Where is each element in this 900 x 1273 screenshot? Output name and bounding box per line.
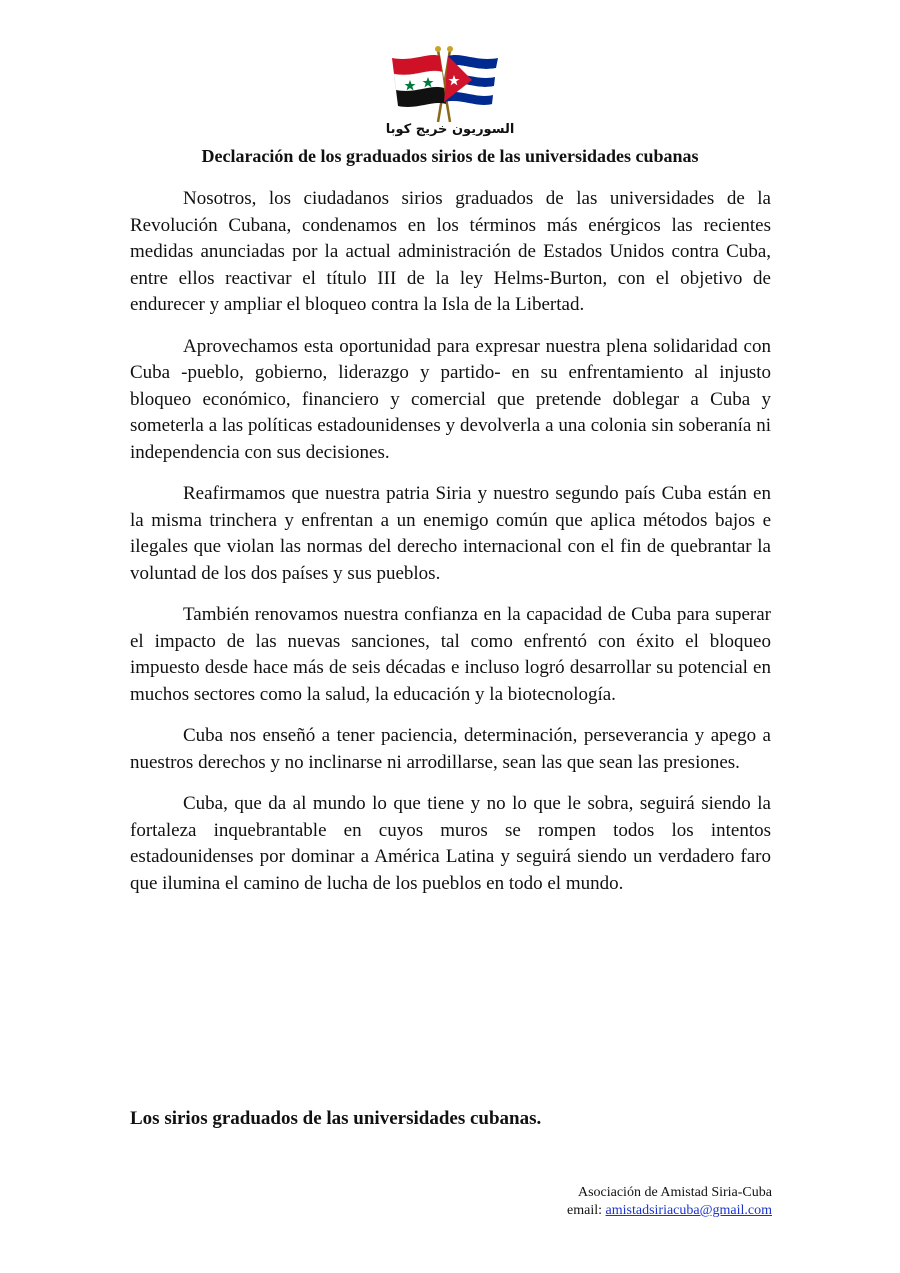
paragraph: Nosotros, los ciudadanos sirios graduados de las universidades de la Revolución Cubana, condenamos en los términos más enérgicos las recientes medidas anunciadas por la actual administración de Estados Unidos contra Cuba, entre ellos reactivar el título III de la ley Helms-Burton, con el objetivo de endurecer y ampliar el bloqueo contra la Isla de la Libertad. — [130, 188, 771, 315]
document-body — [130, 186, 771, 912]
paragraph: Cuba nos enseñó a tener paciencia, determinación, perseverancia y apego a nuestros derechos y no inclinarse ni arrodillarse, sean las que sean las presiones. — [130, 725, 771, 773]
email-label: email: — [567, 1203, 606, 1218]
paragraph: Aprovechamos esta oportunidad para expresar nuestra plena solidaridad con Cuba -pueblo, gobierno, liderazgo y partido- en su enfrentamiento al injusto bloqueo económico, financiero y comercial que pretende doblegar a Cuba y someterla a las políticas estadounidenses y devolverla a una colonia sin soberanía ni independencia con sus decisiones. — [130, 335, 771, 463]
cuba-flag-icon — [444, 55, 498, 105]
syria-cuba-crossed-flags-icon — [384, 44, 504, 124]
paragraph: Cuba, que da al mundo lo que tiene y no lo que le sobra, seguirá siendo la fortaleza inquebrantable en cuyos muros se rompen todos los intentos estadounidenses por dominar a América Latina y seguirá siendo un verdadero faro que ilumina el camino de lucha de los pueblos en todo el mundo. — [130, 793, 771, 894]
syria-flag-icon — [392, 55, 446, 107]
signature: Los sirios graduados de las universidades cubanas. — [130, 1108, 542, 1129]
footer-contact — [567, 1184, 772, 1220]
logo-caption: السوريون خريج كوبا — [385, 122, 515, 137]
email-link[interactable]: amistadsiriacuba@gmail.com — [605, 1203, 772, 1218]
paragraph: También renovamos nuestra confianza en la capacidad de Cuba para superar el impacto de las nuevas sanciones, tal como enfrentó con éxito el bloqueo impuesto desde hace más de seis décadas e incluso logró desarrollar su potencial en muchos sectores como la salud, la educación y la biotecnología. — [130, 604, 771, 705]
organization-name: Asociación de Amistad Siria-Cuba — [577, 1185, 772, 1200]
email-line — [567, 1202, 772, 1220]
document-title: Declaración de los graduados sirios de las universidades cubanas — [201, 146, 699, 166]
paragraph: Reafirmamos que nuestra patria Siria y nuestro segundo país Cuba están en la misma trinchera y enfrentan a un enemigo común que aplica métodos bajos e ilegales que violan las normas del derecho internacional con el fin de quebrantar la voluntad de los dos países y sus pueblos. — [130, 483, 771, 584]
